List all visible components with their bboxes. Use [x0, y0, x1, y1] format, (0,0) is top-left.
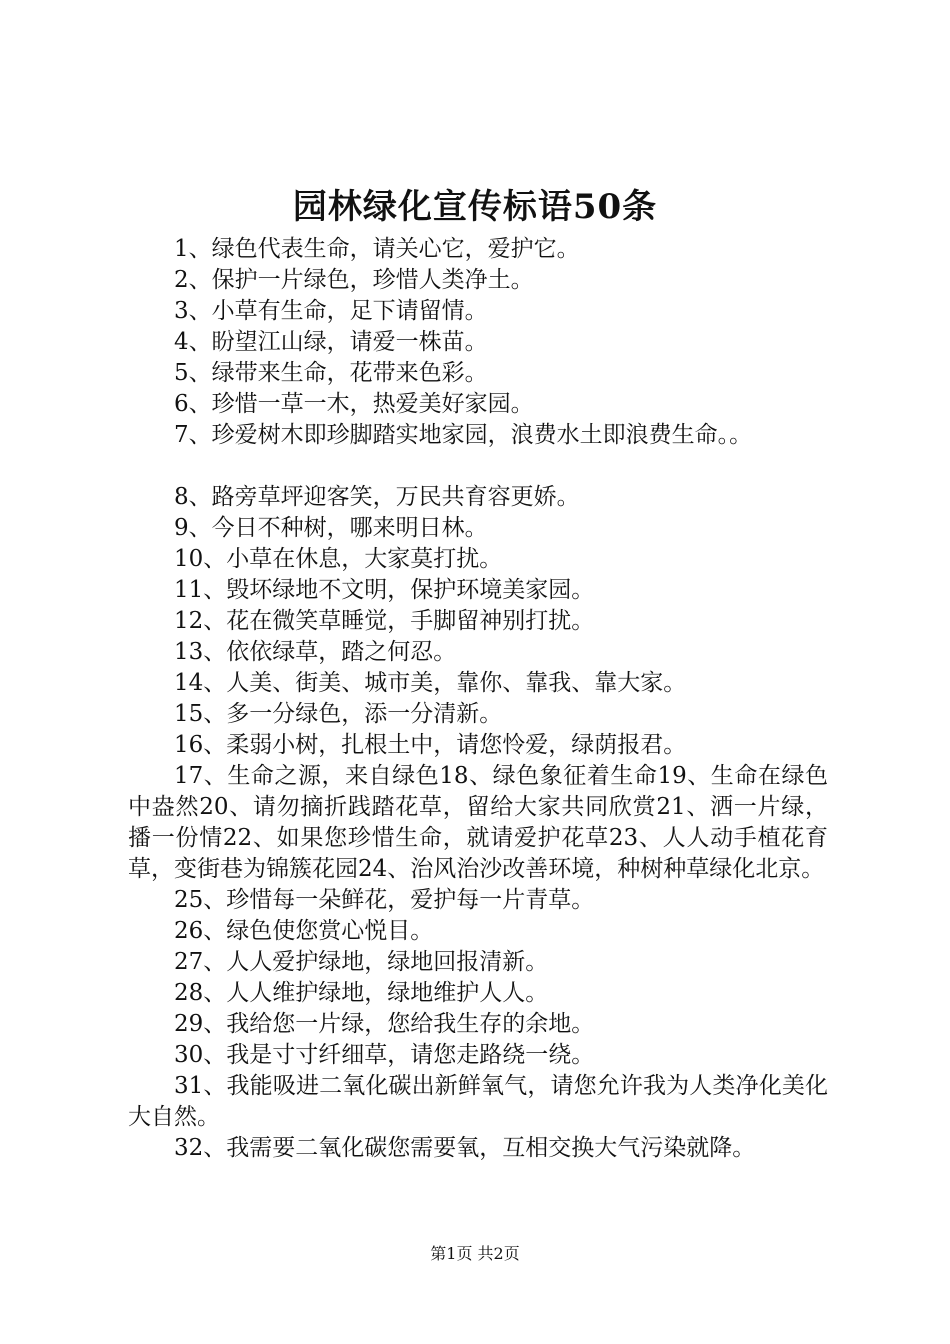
page-footer: 第1页 共2页 — [430, 1244, 520, 1263]
slogan-item: 32、我需要二氧化碳您需要氧，互相交换大气污染就降。 — [174, 1135, 756, 1161]
slogan-item: 26、绿色使您赏心悦目。 — [174, 918, 434, 944]
paragraph-gap — [128, 451, 828, 482]
slogan-item: 25、珍惜每一朵鲜花，爱护每一片青草。 — [174, 887, 595, 913]
slogan-item: 7、珍爱树木即珍脚踏实地家园，浪费水土即浪费生命。。 — [174, 422, 753, 448]
slogan-item: 12、花在微笑草睡觉，手脚留神别打扰。 — [174, 608, 595, 634]
slogan-item: 28、人人维护绿地，绿地维护人人。 — [174, 980, 549, 1006]
slogan-item: 3、小草有生命，足下请留情。 — [174, 298, 488, 324]
slogan-item: 14、人美、街美、城市美，靠你、靠我、靠大家。 — [174, 670, 687, 696]
slogan-item: 11、毁坏绿地不文明，保护环境美家园。 — [174, 577, 595, 603]
document-body — [128, 234, 828, 1164]
slogan-item: 13、依依绿草，踏之何忍。 — [174, 639, 457, 665]
slogan-item: 5、绿带来生命，花带来色彩。 — [174, 360, 488, 386]
slogan-item: 31、我能吸进二氧化碳出新鲜氧气，请您允许我为人类净化美化大自然。 — [128, 1073, 828, 1130]
slogan-item: 9、今日不种树，哪来明日林。 — [174, 515, 488, 541]
slogan-item: 2、保护一片绿色，珍惜人类净土。 — [174, 267, 534, 293]
slogan-item: 8、路旁草坪迎客笑，万民共育容更娇。 — [174, 484, 580, 510]
slogan-item: 15、多一分绿色，添一分清新。 — [174, 701, 503, 727]
slogan-item: 4、盼望江山绿，请爱一株苗。 — [174, 329, 488, 355]
slogan-item: 16、柔弱小树，扎根土中，请您怜爱，绿荫报君。 — [174, 732, 687, 758]
slogan-item: 10、小草在休息，大家莫打扰。 — [174, 546, 503, 572]
document-title: 园林绿化宣传标语50条 — [292, 187, 658, 227]
slogan-item: 17、生命之源，来自绿色18、绿色象征着生命19、生命在绿色中盎然20、请勿摘折践踏花草，留给大家共同欣赏21、洒一片绿，播一份情22、如果您珍惜生命，就请爱护花草23、人人动手植花育草，变街巷为锦簇花园24、治风治沙改善环境，种树种草绿化北京。 — [128, 763, 828, 882]
slogan-item: 29、我给您一片绿，您给我生存的余地。 — [174, 1011, 595, 1037]
slogan-item: 30、我是寸寸纤细草，请您走路绕一绕。 — [174, 1042, 595, 1068]
slogan-item: 1、绿色代表生命，请关心它，爱护它。 — [174, 236, 580, 262]
slogan-item: 27、人人爱护绿地，绿地回报清新。 — [174, 949, 549, 975]
slogan-item: 6、珍惜一草一木，热爱美好家园。 — [174, 391, 534, 417]
